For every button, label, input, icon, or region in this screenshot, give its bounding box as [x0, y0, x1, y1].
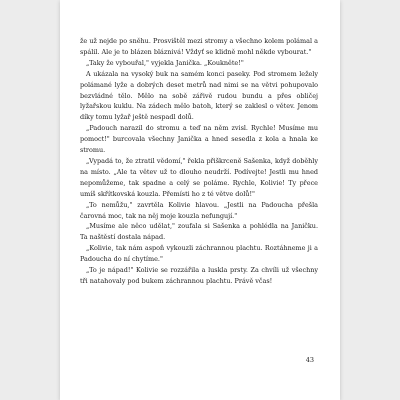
paragraph: „Musíme ale něco udělat," zoufala si Sašenka a pohlédla na Janičku. Ta naštěstí dostala nápad. [80, 222, 318, 242]
paragraph: „Vypadá to, že ztratil vědomí," řekla přiškrceně Sašenka, když doběhly na místo. „Ale ta větev už to dlouho neudrží. Podívejte! Jestli mu hned nepomůžeme, tak spadne a celý se poláme. Rychle, Kolivie! Ty přece umíš skřítkovská kouzla. Přemísti ho z té větve dolů!" [80, 156, 318, 198]
paragraph: „To je nápad!" Kolivie se rozzářila a luskla prsty. Za chvíli už všechny tři natahovaly pod bukem záchrannou plachtu. Právě včas! [80, 266, 318, 285]
page-number: 43 [305, 356, 314, 364]
paragraph: „To nemůžu," zavrtěla Kolivie hlavou. „Jestli na Padoucha přešla čarovná moc, tak na něj moje kouzla nefungují." [80, 200, 318, 220]
book-page [60, 0, 340, 400]
paragraph: že už nejde po sněhu. Prosvištěl mezi stromy a všechno kolem polámal a spálil. Ale je to blázen bláznivá! Vždyť se klidně mohl někde vybourat." [80, 37, 318, 56]
body-text [80, 36, 318, 287]
paragraph: A ukázala na vysoký buk na samém konci paseky. Pod stromem ležely polámané lyže a dobrých deset metrů nad nimi se na větvi pohupovalo bezvládné tělo. Mělo na sobě zářivě rudou bundu a přes obličej lyžařskou kuklu. Na zádech mělo batoh, který se zaklesl o větev. Jenom díky tomu lyžař ještě nespadl dolů. [80, 69, 318, 122]
paragraph: „Padouch narazil do stromu a teď na něm zvisl. Rychle! Musíme mu pomoct!" burcovala všechny Janička a hned sesedla z kola a hnala ke stromu. [80, 124, 318, 155]
paragraph: „Kolivie, tak nám aspoň vykouzli záchrannou plachtu. Roztáhneme ji a Padoucha do ní chytíme." [80, 244, 318, 264]
paragraph: „Taky že vybouřal," vyjekla Janička. „Koukněte!" [86, 58, 244, 67]
